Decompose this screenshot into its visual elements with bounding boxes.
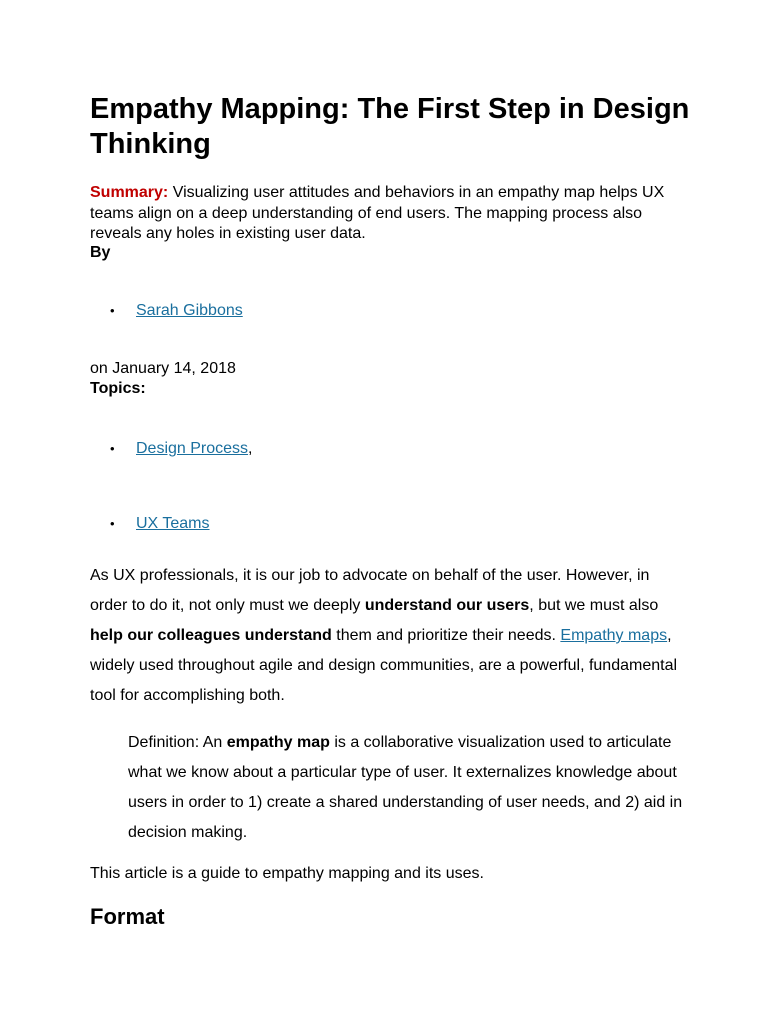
topics-label: Topics: — [90, 380, 146, 397]
article-title: Empathy Mapping: The First Step in Design Thinking — [90, 93, 690, 160]
topic-list-item — [110, 439, 253, 459]
summary-paragraph — [90, 183, 690, 245]
intro-text: them and prioritize their needs. — [331, 627, 561, 644]
bullet-icon: • — [110, 441, 115, 456]
topic-link-design-process[interactable]: Design Process — [136, 440, 249, 457]
author-link[interactable]: Sarah Gibbons — [136, 302, 243, 319]
guide-sentence: This article is a guide to empathy mapping and its uses. — [90, 865, 484, 882]
format-heading: Format — [90, 904, 165, 929]
topic-list-item — [110, 514, 210, 534]
definition-block — [128, 728, 688, 848]
by-label: By — [90, 244, 111, 261]
intro-text: , but we must also — [529, 597, 659, 614]
intro-bold-text: understand our users — [364, 597, 530, 614]
intro-paragraph — [90, 561, 690, 711]
intro-text: , widely used throughout agile and design communities, are a powerful, fundamental tool for accomplishing both. — [90, 627, 678, 704]
bullet-icon: • — [110, 516, 115, 531]
empathy-maps-link[interactable]: Empathy maps — [560, 627, 668, 644]
definition-text: Definition: An — [128, 734, 227, 751]
publish-date: on January 14, 2018 — [90, 360, 236, 377]
topic-separator: , — [248, 440, 253, 457]
summary-label: Summary: — [90, 184, 169, 201]
intro-text: As UX professionals, it is our job to advocate on behalf of the user. However, in order to do it, not only must we deeply — [90, 567, 650, 614]
definition-text: is a collaborative visualization used to articulate what we know about a particular type of user. It externalizes knowledge about users in order to 1) create a shared understanding of user needs, and 2) aid in decision making. — [128, 734, 683, 841]
summary-text: Visualizing user attitudes and behaviors in an empathy map helps UX teams align on a deep understanding of end users. The mapping process also reveals any holes in existing user data. — [90, 184, 665, 242]
definition-term: empathy map — [226, 734, 330, 751]
topic-link-ux-teams[interactable]: UX Teams — [136, 515, 210, 532]
author-list-item — [110, 301, 243, 321]
intro-bold-text: help our colleagues understand — [90, 627, 332, 644]
bullet-icon: • — [110, 303, 115, 318]
